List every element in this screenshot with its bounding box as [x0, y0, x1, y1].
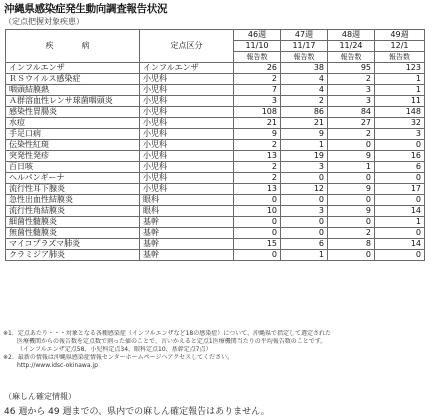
header-week: 48週 [328, 30, 375, 41]
table-row [6, 250, 425, 261]
report-count: 2 [234, 162, 281, 173]
report-count: 14 [375, 239, 425, 250]
table-row [6, 228, 425, 239]
report-count: 0 [375, 140, 425, 151]
table-row [6, 151, 425, 162]
sentinel-category: 基幹 [140, 217, 234, 228]
report-count: 0 [328, 140, 375, 151]
report-count: 13 [234, 151, 281, 162]
report-count: 6 [375, 162, 425, 173]
disease-name: 無菌性髄膜炎 [6, 228, 140, 239]
sentinel-category: 小児科 [140, 129, 234, 140]
report-count: 16 [375, 151, 425, 162]
disease-name: 急性出血性結膜炎 [6, 195, 140, 206]
header-disease: 疾 病 [6, 30, 140, 63]
report-subtitle: （定点把握対象疾患） [4, 17, 84, 26]
sentinel-category: 小児科 [140, 96, 234, 107]
sentinel-category: 基幹 [140, 239, 234, 250]
report-count: 12 [281, 184, 328, 195]
report-count: 0 [328, 250, 375, 261]
report-count: 0 [328, 195, 375, 206]
report-count: 8 [328, 239, 375, 250]
table-row [6, 85, 425, 96]
report-count: 3 [234, 96, 281, 107]
disease-name: 細菌性髄膜炎 [6, 217, 140, 228]
disease-name: 感染性胃腸炎 [6, 107, 140, 118]
report-count: 15 [234, 239, 281, 250]
report-count: 0 [281, 195, 328, 206]
report-title: 沖縄県感染症発生動向調査報告状況 [4, 3, 168, 15]
report-count: 0 [281, 228, 328, 239]
header-date: 11/24 [328, 41, 375, 52]
disease-name: クラミジア肺炎 [6, 250, 140, 261]
disease-name: 流行性角結膜炎 [6, 206, 140, 217]
report-count: 95 [328, 63, 375, 74]
report-count: 6 [281, 239, 328, 250]
disease-name: 咽頭結膜熱 [6, 85, 140, 96]
sentinel-category: 小児科 [140, 140, 234, 151]
header-week: 46週 [234, 30, 281, 41]
sentinel-category: 小児科 [140, 162, 234, 173]
sentinel-category: 眼科 [140, 206, 234, 217]
report-count: 17 [375, 184, 425, 195]
table-row [6, 129, 425, 140]
report-count: 1 [375, 74, 425, 85]
disease-name: 伝染性紅斑 [6, 140, 140, 151]
table-row [6, 206, 425, 217]
table-row [6, 195, 425, 206]
measles-statement: 46 週から 49 週までの、県内での麻しん確定報告はありません。 [4, 407, 270, 417]
table-row [6, 162, 425, 173]
report-count: 10 [234, 206, 281, 217]
disease-name: 突発性発疹 [6, 151, 140, 162]
report-count: 0 [328, 173, 375, 184]
report-count: 3 [328, 85, 375, 96]
disease-name: 流行性耳下腺炎 [6, 184, 140, 195]
report-table [5, 29, 425, 261]
report-count: 13 [234, 184, 281, 195]
report-count: 123 [375, 63, 425, 74]
report-count: 0 [234, 217, 281, 228]
measles-heading: （麻しん確定情報） [4, 392, 76, 401]
header-category: 定点区分 [140, 30, 234, 63]
table-row [6, 63, 425, 74]
table-row [6, 118, 425, 129]
report-count: 19 [281, 151, 328, 162]
report-count: 0 [234, 228, 281, 239]
table-row [6, 173, 425, 184]
report-count: 21 [234, 118, 281, 129]
report-count: 1 [281, 140, 328, 151]
sentinel-category: 小児科 [140, 118, 234, 129]
table-row [6, 74, 425, 85]
sentinel-category: 小児科 [140, 151, 234, 162]
report-count: 2 [234, 140, 281, 151]
report-count: 9 [328, 184, 375, 195]
report-count: 4 [281, 85, 328, 96]
report-count: 148 [375, 107, 425, 118]
report-count: 2 [328, 129, 375, 140]
report-count: 1 [375, 217, 425, 228]
sentinel-category: 眼科 [140, 195, 234, 206]
header-week: 49週 [375, 30, 425, 41]
disease-name: マイコプラズマ肺炎 [6, 239, 140, 250]
sentinel-category: 小児科 [140, 74, 234, 85]
report-count: 4 [281, 74, 328, 85]
report-count: 27 [328, 118, 375, 129]
disease-name: 水痘 [6, 118, 140, 129]
report-count: 2 [234, 74, 281, 85]
report-count: 84 [328, 107, 375, 118]
report-count: 0 [328, 217, 375, 228]
header-unit: 報告数 [375, 52, 425, 63]
table-row [6, 140, 425, 151]
sentinel-category: 小児科 [140, 184, 234, 195]
footnote-1-sentinels: （インフルエンザ定点58、小児科定点34、眼科定点10、基幹定点7点） [17, 346, 212, 353]
report-count: 26 [234, 63, 281, 74]
sentinel-category: インフルエンザ [140, 63, 234, 74]
info-center-link[interactable]: http://www.idsc-okinawa.jp [17, 362, 98, 369]
header-date: 11/10 [234, 41, 281, 52]
report-count: 2 [328, 74, 375, 85]
report-count: 0 [375, 195, 425, 206]
disease-name: 手足口病 [6, 129, 140, 140]
report-count: 21 [281, 118, 328, 129]
report-count: 1 [328, 162, 375, 173]
report-count: 38 [281, 63, 328, 74]
report-count: 0 [375, 250, 425, 261]
report-count: 86 [281, 107, 328, 118]
sentinel-category: 小児科 [140, 107, 234, 118]
report-count: 0 [375, 173, 425, 184]
report-count: 9 [234, 129, 281, 140]
report-count: 1 [375, 85, 425, 96]
disease-name: 百日咳 [6, 162, 140, 173]
header-row-weeks [6, 30, 425, 41]
report-count: 1 [281, 250, 328, 261]
report-count: 0 [375, 228, 425, 239]
report-count: 0 [281, 173, 328, 184]
header-week: 47週 [281, 30, 328, 41]
sentinel-category: 小児科 [140, 173, 234, 184]
footnote-1: ※1．定点あたり・・・対象となる各種感染症（インフルエンザなど18の感染症）について、沖縄県で指定して選定された [3, 330, 332, 337]
report-count: 2 [328, 228, 375, 239]
report-count: 3 [375, 129, 425, 140]
header-unit: 報告数 [328, 52, 375, 63]
table-row [6, 184, 425, 195]
table-row [6, 96, 425, 107]
footnote-2: ※2．最新の情報は沖縄県感染症情報センターホームページへアクセスしてください。 [3, 354, 234, 361]
report-count: 32 [375, 118, 425, 129]
report-count: 0 [234, 250, 281, 261]
report-count: 11 [375, 96, 425, 107]
report-count: 9 [281, 129, 328, 140]
report-count: 0 [281, 217, 328, 228]
header-date: 11/17 [281, 41, 328, 52]
report-count: 108 [234, 107, 281, 118]
report-count: 14 [375, 206, 425, 217]
report-count: 3 [281, 162, 328, 173]
report-count: 3 [328, 96, 375, 107]
report-count: 9 [328, 151, 375, 162]
table-row [6, 107, 425, 118]
sentinel-category: 基幹 [140, 228, 234, 239]
disease-name: ＲＳウイルス感染症 [6, 74, 140, 85]
footnotes [3, 330, 431, 370]
report-count: 9 [328, 206, 375, 217]
report-table-body [6, 63, 425, 261]
table-row [6, 239, 425, 250]
disease-name: Ａ群溶血性レンサ球菌咽頭炎 [6, 96, 140, 107]
footnote-1-cont: 医療機関からの報告数を定点数で割った値のことで、言いかえると定点1医療機関当たりの平均報告数のことです。 [17, 338, 327, 345]
sentinel-category: 小児科 [140, 85, 234, 96]
disease-name: ヘルパンギーナ [6, 173, 140, 184]
table-row [6, 217, 425, 228]
report-count: 3 [281, 206, 328, 217]
measles-section [4, 391, 270, 417]
disease-name: インフルエンザ [6, 63, 140, 74]
report-count: 7 [234, 85, 281, 96]
header-unit: 報告数 [281, 52, 328, 63]
report-count: 0 [234, 195, 281, 206]
header-unit: 報告数 [234, 52, 281, 63]
report-count: 2 [234, 173, 281, 184]
report-count: 2 [281, 96, 328, 107]
sentinel-category: 基幹 [140, 250, 234, 261]
header-date: 12/1 [375, 41, 425, 52]
